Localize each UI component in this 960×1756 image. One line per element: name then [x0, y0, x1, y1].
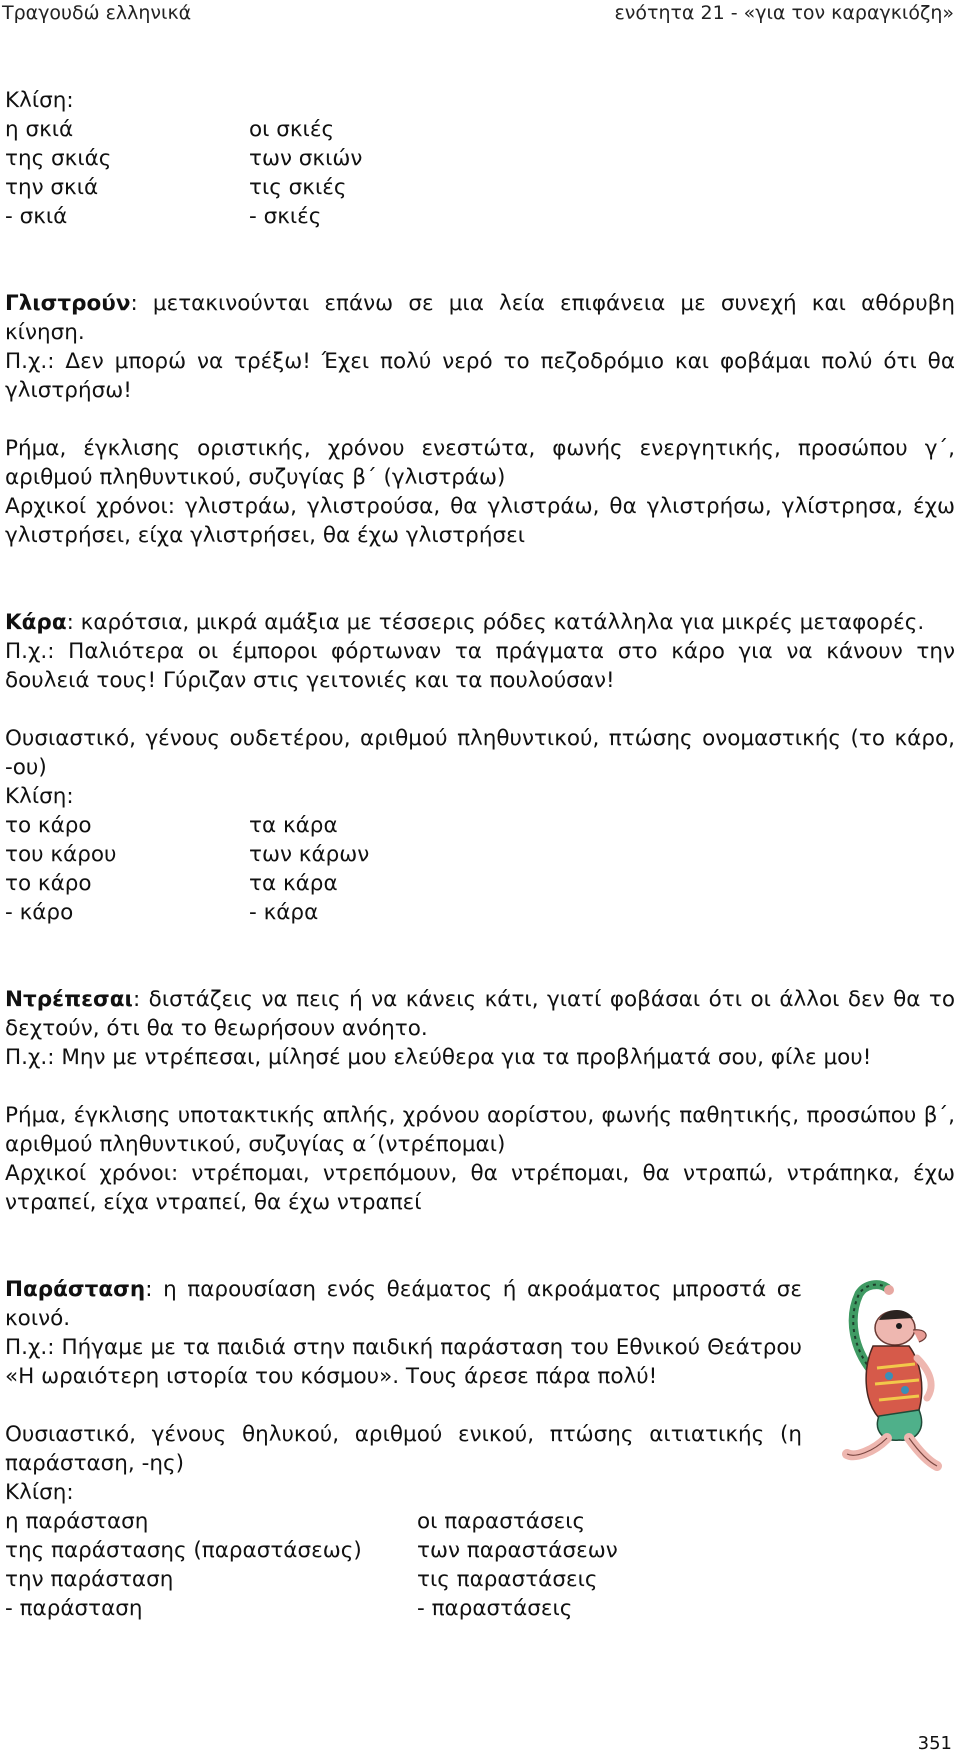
page-header	[2, 2, 954, 26]
definition-text: : μετακινούνται επάνω σε μια λεία επιφάνεια με συνεχή και αθόρυβη κίνηση.	[5, 291, 955, 345]
entry-tenses: Αρχικοί χρόνοι: γλιστράω, γλιστρούσα, θα γλιστράω, θα γλιστρήσω, γλίστρησα, έχω γλιστρήσει, είχα γλιστρήσει, θα έχω γλιστρήσει	[5, 494, 955, 548]
puppet-illustration	[833, 1280, 943, 1480]
declension-plural: - παραστάσεις	[417, 1596, 573, 1621]
klisi-label: Κλίση:	[5, 784, 74, 809]
entry-ntrepesai	[5, 985, 955, 1217]
declension-singular: της παράστασης (παραστάσεως)	[5, 1538, 362, 1563]
entry-definition	[5, 608, 955, 637]
entry-definition	[5, 985, 955, 1043]
declension-plural: οι παραστάσεις	[417, 1509, 586, 1534]
declension-plural: - κάρα	[249, 900, 319, 925]
declension-plural: των σκιών	[249, 146, 363, 171]
declension-table	[5, 1507, 955, 1623]
declension-singular: η παράσταση	[5, 1509, 149, 1534]
entry-grammar: Ουσιαστικό, γένους θηλυκού, αριθμού ενικού, πτώσης αιτιατικής (η παράσταση, -ης)	[5, 1422, 802, 1476]
entry-term: Κάρα	[5, 610, 67, 635]
declension-plural: τις παραστάσεις	[417, 1567, 598, 1592]
entry-glistroun	[5, 289, 955, 550]
entry-tenses: Αρχικοί χρόνοι: ντρέπομαι, ντρεπόμουν, θα ντρέπομαι, θα ντραπώ, ντράπηκα, έχω ντραπεί, είχα ντραπεί, θα έχω ντραπεί	[5, 1161, 955, 1215]
klisi-label: Κλίση:	[5, 88, 74, 113]
header-unit-title: ενότητα 21 - «για τον καραγκιόζη»	[614, 2, 954, 24]
karagiozis-puppet-image	[833, 1280, 943, 1480]
skia-section	[5, 86, 955, 231]
entry-definition	[5, 289, 955, 347]
entry-term: Ντρέπεσαι	[5, 987, 133, 1012]
entry-parastasi	[5, 1275, 955, 1623]
declension-singular: την παράσταση	[5, 1567, 174, 1592]
declension-plural: τα κάρα	[249, 871, 338, 896]
entry-definition	[5, 1275, 802, 1333]
declension-singular: του κάρου	[5, 842, 117, 867]
entry-example: Π.χ.: Παλιότερα οι έμποροι φόρτωναν τα πράγματα στο κάρο για να κάνουν την δουλειά τους! Γύριζαν στις γειτονιές και τα πουλούσαν!	[5, 639, 955, 693]
declension-singular: το κάρο	[5, 871, 92, 896]
definition-text: : διστάζεις να πεις ή να κάνεις κάτι, γιατί φοβάσαι ότι οι άλλοι δεν θα το δεχτούν, ότι θα το θεωρήσουν ανόητο.	[5, 987, 955, 1041]
entry-grammar: Ρήμα, έγκλισης υποτακτικής απλής, χρόνου αορίστου, φωνής παθητικής, προσώπου β΄, αριθμού πληθυντικού, συζυγίας α΄(ντρέπομαι)	[5, 1103, 955, 1157]
entry-grammar: Ουσιαστικό, γένους ουδετέρου, αριθμού πληθυντικού, πτώσης ονομαστικής (το κάρο, -ου)	[5, 726, 955, 780]
declension-plural: τα κάρα	[249, 813, 338, 838]
page-number: 351	[917, 1733, 952, 1754]
definition-text: : καρότσια, μικρά αμάξια με τέσσερις ρόδες κατάλληλα για μικρές μεταφορές.	[66, 610, 925, 635]
declension-plural: τις σκιές	[249, 175, 347, 200]
entry-term: Παράσταση	[5, 1277, 146, 1302]
declension-plural: - σκιές	[249, 204, 322, 229]
declension-table	[5, 115, 955, 231]
declension-singular: την σκιά	[5, 175, 99, 200]
declension-plural: οι σκιές	[249, 117, 335, 142]
page-content	[5, 86, 955, 1623]
entry-grammar: Ρήμα, έγκλισης οριστικής, χρόνου ενεστώτα, φωνής ενεργητικής, προσώπου γ΄, αριθμού πληθυντικού, συζυγίας β΄ (γλιστράω)	[5, 436, 955, 490]
declension-singular: - παράσταση	[5, 1596, 143, 1621]
klisi-label: Κλίση:	[5, 1480, 74, 1505]
declension-plural: των παραστάσεων	[417, 1538, 618, 1563]
header-book-title: Τραγουδώ ελληνικά	[2, 2, 192, 24]
declension-singular: το κάρο	[5, 813, 92, 838]
entry-term: Γλιστρούν	[5, 291, 131, 316]
entry-kara	[5, 608, 955, 927]
declension-plural: των κάρων	[249, 842, 370, 867]
declension-singular: - κάρο	[5, 900, 74, 925]
declension-singular: της σκιάς	[5, 146, 112, 171]
definition-text: : η παρουσίαση ενός θεάματος ή ακροάματος μπροστά σε κοινό.	[5, 1277, 802, 1331]
entry-example: Π.χ.: Μην με ντρέπεσαι, μίλησέ μου ελεύθερα για τα προβλήματά σου, φίλε μου!	[5, 1045, 872, 1070]
declension-singular: - σκιά	[5, 204, 68, 229]
entry-example: Π.χ.: Πήγαμε με τα παιδιά στην παιδική παράσταση του Εθνικού Θεάτρου «Η ωραιότερη ιστορία του κόσμου». Τους άρεσε πάρα πολύ!	[5, 1335, 802, 1389]
declension-singular: η σκιά	[5, 117, 74, 142]
declension-table	[5, 811, 955, 927]
entry-example: Π.χ.: Δεν μπορώ να τρέξω! Έχει πολύ νερό το πεζοδρόμιο και φοβάμαι πολύ ότι θα γλιστρήσω!	[5, 349, 955, 403]
